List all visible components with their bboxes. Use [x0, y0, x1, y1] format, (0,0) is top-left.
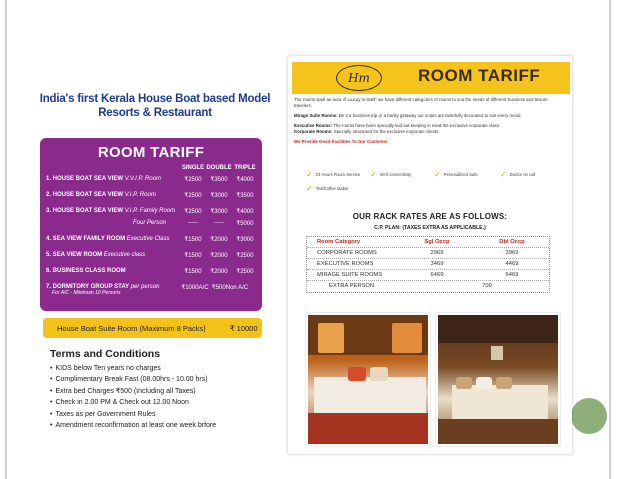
cp-plan-note: C.P. PLAN: (TAXES EXTRA AS APPLICABLE.) [374, 225, 486, 231]
cell-sgl: 2969 [430, 250, 444, 256]
row-single: ----- [188, 220, 198, 226]
facility-label: Doctor on call [509, 172, 536, 177]
left-headline-block [30, 92, 280, 120]
terms-list [50, 363, 270, 431]
row-single: ₹2500 [184, 209, 202, 215]
row-single: ₹2500 [184, 193, 202, 199]
row-single: ₹1500 [184, 237, 202, 243]
row-type: Four Person [132, 220, 166, 226]
mirage-text: Be it a business trip or a family getaway our suites are tastefully decorated to suit every mood. [338, 113, 522, 118]
facility-item [500, 170, 535, 179]
check-icon: ✓ [500, 170, 507, 179]
check-icon: ✓ [370, 170, 377, 179]
row-type: Executive class [103, 252, 146, 258]
terms-title: Terms and Conditions [50, 348, 161, 360]
row-triple: ₹2500 [236, 269, 254, 275]
exec-text: The rooms have been specially laid out keeping in mind the exclusive corporate class. [333, 123, 501, 128]
tariff-banner [292, 62, 570, 94]
list-item: • KIDS below Ten years no charges [50, 363, 270, 374]
row-name: 4. SEA VIEW FAMILY ROOM [46, 236, 126, 242]
facility-item [434, 170, 478, 179]
row-triple: ₹5000 [236, 221, 254, 227]
suite-room-bar [43, 318, 262, 338]
row-type: Executive Class [126, 236, 170, 242]
suite-label: House Boat Suite Room (Maximum 8 Packs) [57, 323, 206, 333]
tariff-row [46, 284, 258, 296]
corp-label: Corporate Rooms: [294, 129, 333, 134]
row-triple: ₹3500 [236, 193, 254, 199]
hotel-logo: Hm [336, 65, 382, 91]
decorative-circle [571, 398, 607, 434]
table-row [307, 248, 549, 259]
row-nonac-rate: ₹500Non A/C [211, 285, 249, 291]
resort-headline: India's first Kerala House Boat based Model Resorts & Restaurant [39, 93, 271, 119]
tariff-row [46, 208, 258, 215]
terms-section [50, 348, 270, 431]
col-triple: TRIPLE [234, 165, 256, 171]
mirage-label: Mirage Suite Rooms: [294, 113, 338, 118]
frame-right-rule [609, 0, 611, 479]
facility-item [370, 170, 411, 179]
tariff-box-title: ROOM TARIFF [97, 144, 205, 161]
cell-category: EXECUTIVE ROOMS [317, 261, 374, 267]
facility-label: Wi-fi connectivity [379, 172, 412, 177]
cell-dbl: 3969 [505, 250, 519, 256]
row-single: ₹1500 [184, 253, 202, 259]
row-double: ₹3000 [210, 193, 228, 199]
row-triple: ₹3000 [236, 237, 254, 243]
facility-label: 24 Hours Room Service [315, 172, 361, 177]
tariff-row [46, 220, 258, 227]
header-category: Room Category [317, 239, 361, 245]
row-double: ₹2000 [210, 253, 228, 259]
cell-sgl: 6469 [430, 272, 444, 278]
tariff-row [46, 236, 258, 243]
table-row [307, 281, 549, 292]
col-single: SINGLE [181, 165, 205, 171]
row-name: 6. BUSINESS CLASS ROOM [46, 268, 126, 274]
row-name: 7. DORMITORY GROUP STAY [46, 284, 130, 290]
row-name: 5. SEA VIEW ROOM [46, 252, 103, 258]
table-row [307, 259, 549, 270]
row-type: V.V.I.P. Room [124, 176, 162, 182]
row-name: 2. HOUSE BOAT SEA VIEW [46, 192, 124, 198]
facility-item [306, 170, 360, 179]
cell-category: CORPORATE ROOMS [317, 250, 377, 256]
rack-rates-table [306, 236, 550, 293]
cell-sgl: 3469 [430, 261, 444, 267]
header-dbl: Dbl Occp [499, 239, 525, 245]
tariff-columns [180, 165, 260, 171]
facility-label: Personalized Safe [443, 172, 478, 177]
row-type: V.I.P. Family Room [124, 208, 176, 214]
cell-extra-rate: 700 [482, 283, 492, 289]
check-icon: ✓ [434, 170, 441, 179]
cell-category: EXTRA PERSON [329, 283, 375, 289]
cell-category: MIRAGE SUITE ROOMS [317, 272, 383, 278]
tariff-row [46, 268, 258, 275]
facility-item [306, 184, 349, 193]
banner-title: ROOM TARIFF [418, 66, 541, 85]
row-name: 1. HOUSE BOAT SEA VIEW [46, 176, 124, 182]
list-item: • Check in 2.00 PM & Check out 12.00 Noon [50, 397, 270, 408]
cell-dbl: 4469 [505, 261, 519, 267]
row-name: 3. HOUSE BOAT SEA VIEW [46, 208, 124, 214]
intro-text [294, 97, 566, 145]
list-item: • Amendment reconfirmation at least one week brfore [50, 420, 270, 431]
list-item: • Taxes as per Government Rules [50, 409, 270, 420]
facility-label: Tea/Coffee Maker [315, 186, 349, 191]
row-double: ₹3000 [210, 209, 228, 215]
list-item: • Extra bed Charges ₹500 (Including all Taxes) [50, 386, 270, 397]
tariff-row [46, 192, 258, 199]
table-header-row [307, 237, 549, 248]
tariff-row [46, 176, 258, 183]
suite-price: ₹ 10000 [229, 323, 258, 333]
frame-left-rule [5, 0, 7, 479]
row-double: ₹2000 [210, 269, 228, 275]
corp-text: Specially structured for the exclusive corporate clients. [333, 129, 440, 134]
row-triple: ₹4000 [236, 209, 254, 215]
header-sgl: Sgl Occp [424, 239, 450, 245]
col-double: DOUBLE [206, 165, 232, 171]
facilities-title: We Provide Good Facilities To Our Customer [294, 139, 388, 144]
row-type: V.I.P. Room [124, 192, 156, 198]
exec-label: Executive Rooms: [294, 123, 333, 128]
rack-rates-title: OUR RACK RATES ARE AS FOLLOWS: [352, 212, 508, 221]
cell-dbl: 6469 [505, 272, 519, 278]
row-double: ----- [214, 220, 224, 226]
row-ac-rate: ₹1000A/C [181, 285, 209, 291]
check-icon: ✓ [306, 170, 313, 179]
room-tariff-box [40, 138, 262, 311]
row-single: ₹1500 [184, 269, 202, 275]
right-brochure [288, 56, 572, 454]
check-icon: ✓ [306, 184, 313, 193]
tariff-row [46, 252, 258, 259]
row-triple: ₹4000 [236, 177, 254, 183]
intro-paragraph: The rooms spell an aura of Luxury in itself; we have different categories of rooms to suit the needs of different business and leisure travelers. [294, 97, 548, 108]
table-row [307, 270, 549, 281]
list-item: • Complimentary Break Fast (08.00hrs - 10.00 hrs) [50, 374, 270, 385]
row-single: ₹2500 [184, 177, 202, 183]
row-type: per person [130, 284, 160, 290]
row-triple: ₹2500 [236, 253, 254, 259]
room-photo-2 [436, 313, 560, 446]
row-note: For A/C - Minimum 10 Persons [52, 290, 121, 296]
row-double: ₹2000 [210, 237, 228, 243]
room-photo-1 [306, 313, 430, 446]
row-double: ₹3500 [210, 177, 228, 183]
